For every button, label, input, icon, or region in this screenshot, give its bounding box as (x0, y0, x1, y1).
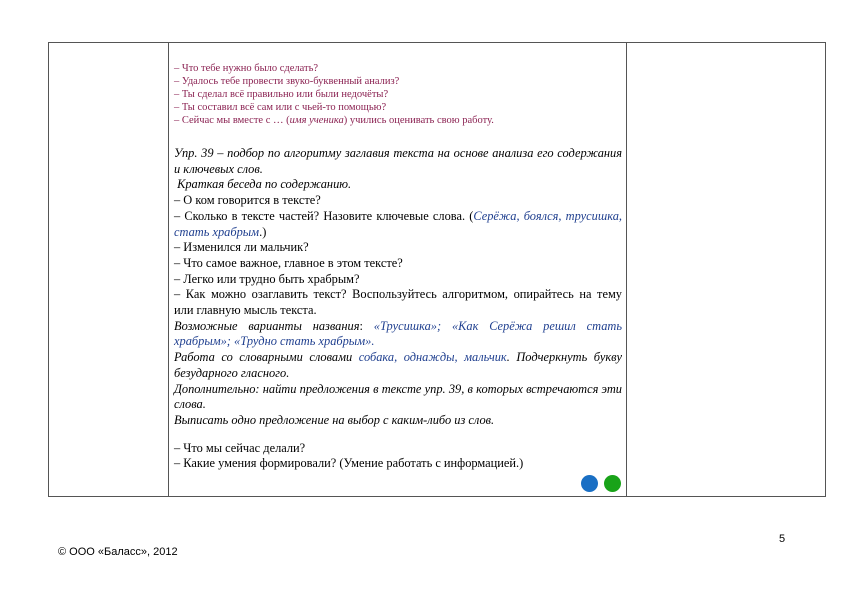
question-line: – Ты составил всё сам или с чьей-то помощью? (174, 102, 387, 113)
question-line: – Ты сделал всё правильно или были недочёты? (174, 89, 389, 100)
green-circle-icon (604, 475, 621, 492)
conversation-line: – Что самое важное, главное в этом тексте? (174, 255, 403, 270)
blue-circle-icon (581, 475, 598, 492)
conversation-line: – Изменился ли мальчик? (174, 240, 309, 255)
table-column-divider (168, 42, 169, 497)
vocabulary-task: Работа со словарными словами собака, однажды, мальчик. Подчеркнуть букву безударного гласного. (174, 350, 623, 380)
lesson-content-cell (174, 62, 622, 472)
copyright-footer: © ООО «Баласс», 2012 (58, 546, 178, 558)
table-bottom-border (48, 496, 826, 497)
exercise-subtitle: Краткая беседа по содержанию. (174, 177, 352, 192)
closing-question: – Что мы сейчас делали? (174, 440, 306, 455)
write-task: Выписать одно предложение на выбор с каким-либо из слов. (174, 412, 495, 427)
title-variants: Возможные варианты названия: «Трусишка»; «Как Серёжа решил стать храбрым»; «Трудно стать храбрым». (174, 318, 622, 349)
question-line: – Что тебе нужно было сделать? (174, 63, 319, 74)
conversation-line: – Легко или трудно быть храбрым? (174, 271, 360, 286)
exercise-title: Упр. 39 – подбор по алгоритму заглавия текста на основе анализа его содержания и ключевых слов. (174, 146, 622, 176)
table-left-border (48, 42, 49, 497)
conversation-line: – Как можно озаглавить текст? Воспользуйтесь алгоритмом, опирайтесь на тему или главную мысль текста. (174, 287, 622, 318)
question-line: – Сейчас мы вместе с … (имя ученика) учились оценивать свою работу. (174, 115, 494, 126)
conversation-line: – Сколько в тексте частей? Назовите ключевые слова. (Серёжа, боялся, трусишка, стать храбрым.) (174, 208, 622, 239)
table-column-divider (626, 42, 627, 497)
question-line: – Удалось тебе провести звуко-буквенный анализ? (174, 76, 400, 87)
table-right-border (825, 42, 826, 497)
table-top-border (48, 42, 826, 43)
closing-question: – Какие умения формировали? (Умение работать с информацией.) (174, 456, 524, 471)
extra-task: Дополнительно: найти предложения в тексте упр. 39, в которых встречаются эти слова. (174, 381, 622, 412)
conversation-line: – О ком говорится в тексте? (174, 193, 321, 208)
page-number: 5 (779, 533, 786, 545)
